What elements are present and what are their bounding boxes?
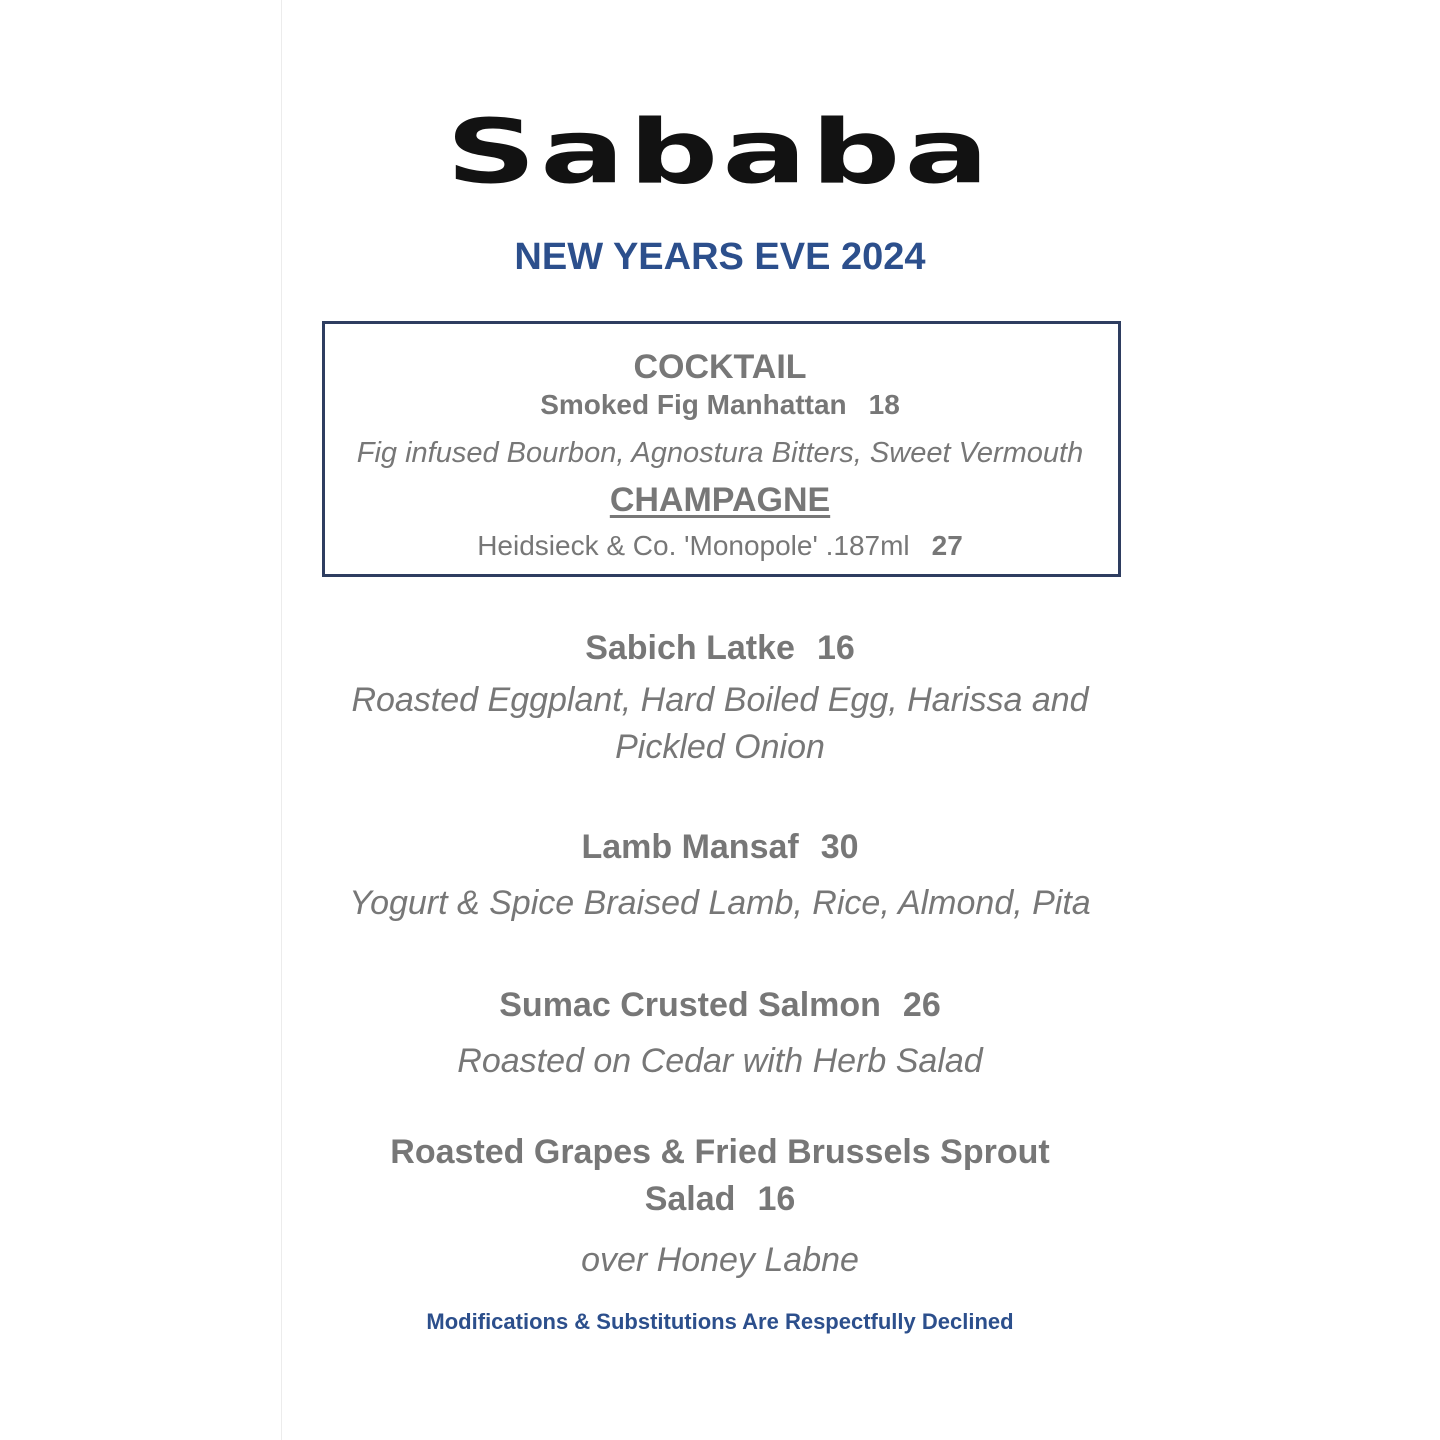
dish-description: Roasted Eggplant, Hard Boiled Egg, Harissa and <box>351 681 1089 719</box>
dish-name: Sabich Latke <box>585 629 795 667</box>
dish-title <box>0 983 1440 1027</box>
cocktail-item <box>0 388 1440 422</box>
dish-name: Salad <box>644 1180 736 1218</box>
dish-description: Yogurt & Spice Braised Lamb, Rice, Almond, Pita <box>349 884 1091 922</box>
dish-description: Pickled Onion <box>615 728 825 766</box>
menu-title: NEW YEARS EVE 2024 <box>514 236 926 278</box>
dish-name: Lamb Mansaf <box>581 828 799 866</box>
cocktail-heading: COCKTAIL <box>633 348 807 386</box>
cocktail-price: 18 <box>868 389 900 420</box>
dish-description: over Honey Labne <box>581 1241 859 1279</box>
restaurant-logo: Sababa <box>445 101 993 205</box>
cocktail-description: Fig infused Bourbon, Agnostura Bitters, Sweet Vermouth <box>356 437 1084 469</box>
dish-name: Roasted Grapes & Fried Brussels Sprout <box>390 1133 1050 1171</box>
champagne-name: Heidsieck & Co. 'Monopole' .187ml <box>477 530 910 561</box>
champagne-price: 27 <box>931 530 963 561</box>
dish-title <box>0 1177 1440 1221</box>
cocktail-name: Smoked Fig Manhattan <box>540 389 847 420</box>
champagne-item <box>0 529 1440 563</box>
dish-price: 30 <box>820 828 859 866</box>
dish-price: 26 <box>902 986 941 1024</box>
footer-note: Modifications & Substitutions Are Respectfully Declined <box>426 1309 1014 1334</box>
dish-name: Sumac Crusted Salmon <box>499 986 881 1024</box>
dish-title <box>0 626 1440 670</box>
champagne-heading <box>0 480 1440 520</box>
dish-title <box>0 825 1440 869</box>
dish-price: 16 <box>757 1180 796 1218</box>
dish-price: 16 <box>816 629 855 667</box>
champagne-heading-text: CHAMPAGNE <box>609 481 831 519</box>
dish-description: Roasted on Cedar with Herb Salad <box>457 1042 983 1080</box>
